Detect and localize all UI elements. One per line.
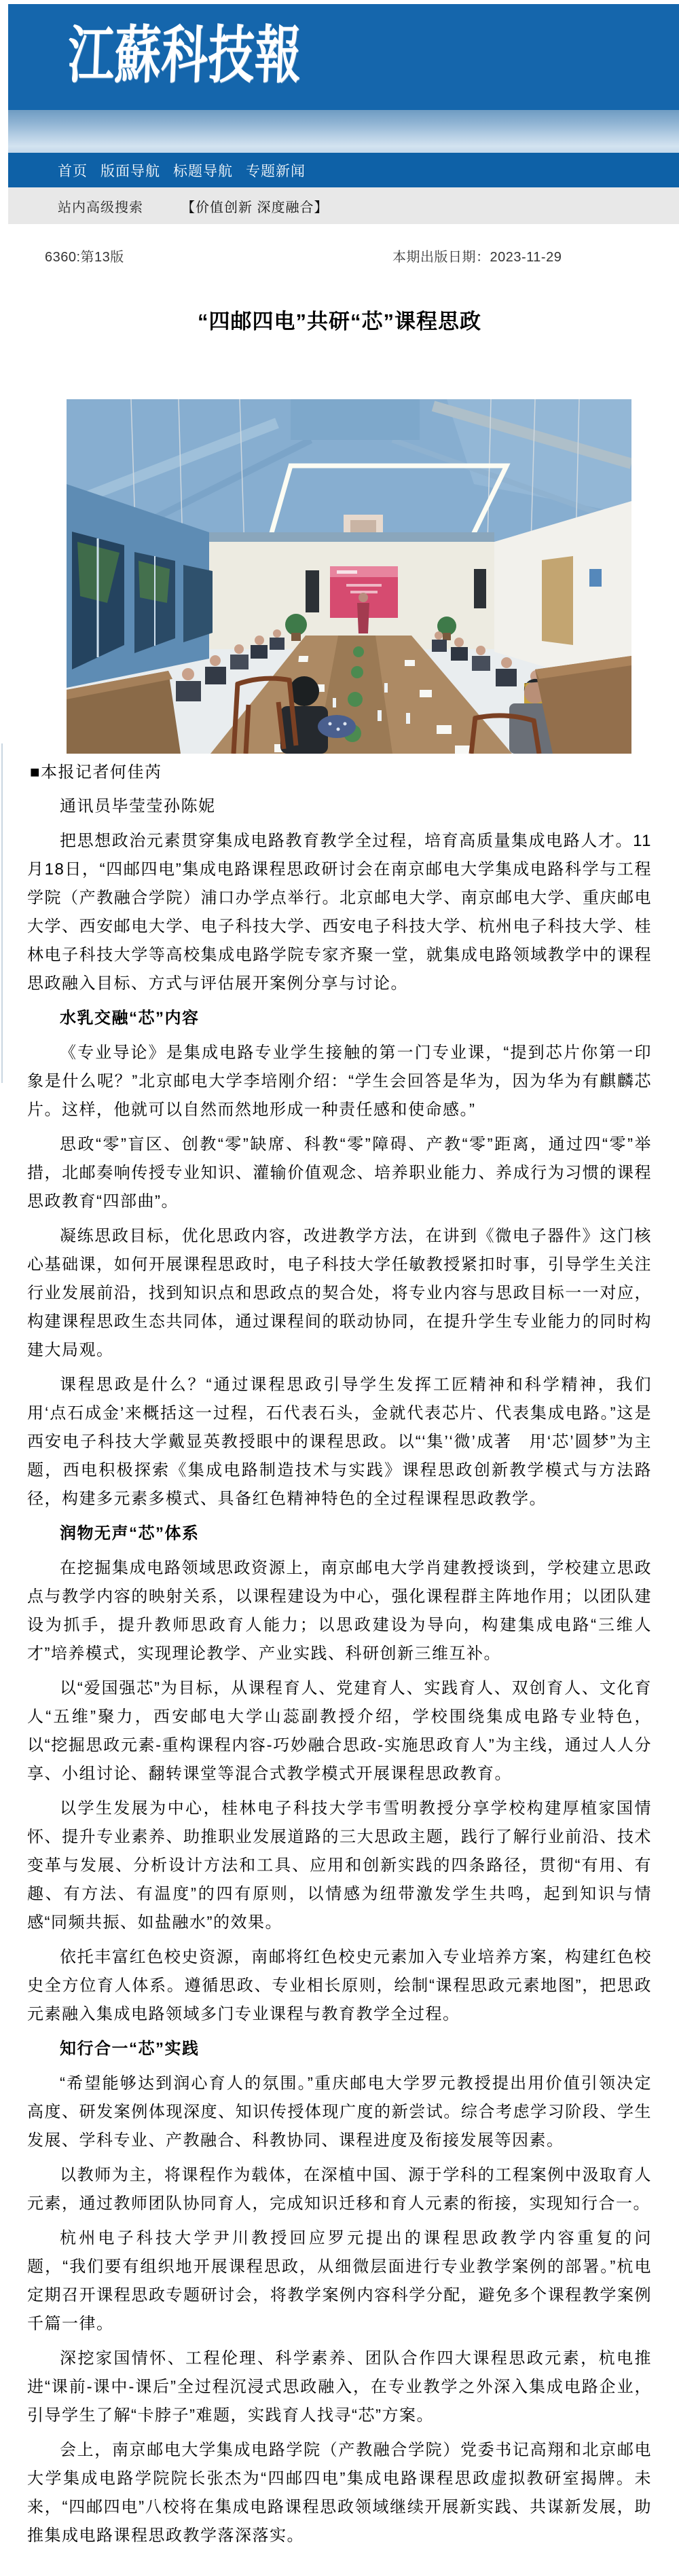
article-subhead-12: 知行合一“芯”实践 [60, 2040, 200, 2058]
publish-date [392, 246, 562, 265]
article-subhead-2: 水乳交融“芯”内容 [60, 1009, 200, 1027]
article-paragraph-13: “希望能够达到润心育人的氛围。”重庆邮电大学罗元教授提出用价值引领决定高度、研发案例体现深度、知识传授体现广度的新尝试。综合考虑学习阶段、学生发展、学科专业、产教融合、科教协同、课程进度及衔接发展等因素。 [27, 2074, 652, 2150]
issue-page-number[interactable]: 6360:第13版 [45, 250, 124, 265]
publish-date-label: 本期出版日期： [392, 250, 490, 265]
article-paragraph-1: 把思想政治元素贯穿集成电路教育教学全过程，培育高质量集成电路人才。11月18日，“四邮四电”集成电路课程思政研讨会在南京邮电大学集成电路科学与工程学院（产教融合学院）浦口办学点举行。北京邮电大学、南京邮电大学、重庆邮电大学、西安邮电大学、电子科技大学、西安电子科技大学、杭州电子科技大学、桂林电子科技大学等高校集成电路学院专家齐聚一堂，就集成电路领域教学中的课程思政融入目标、方式与评估展开案例分享与讨论。 [27, 832, 652, 993]
masthead-banner [8, 4, 679, 110]
photo-caption-reporter: ■本报记者何佳芮 [30, 763, 162, 781]
article-paragraph-15: 杭州电子科技大学尹川教授回应罗元提出的课程思政教学内容重复的问题，“我们要有组织地开展课程思政，从细微层面进行专业教学案例的部署。”杭电定期召开课程思政专题研讨会，将教学案例内容科学分配，避免多个课程教学案例千篇一律。 [27, 2229, 652, 2333]
newspaper-logo: 江蘇科技報 [67, 18, 304, 92]
article-title: “四邮四电”共研“芯”课程思政 [198, 310, 481, 333]
article-paragraph-11: 依托丰富红色校史资源，南邮将红色校史元素加入专业培养方案，构建红色校史全方位育人体系。遵循思政、专业相长原则，绘制“课程思政元素地图”，把思政元素融入集成电路领域多门专业课程与教育教学全过程。 [27, 1948, 652, 2023]
advanced-search-link[interactable]: 站内高级搜索 [58, 200, 143, 215]
nav-item-2[interactable]: 标题导航 [173, 163, 233, 179]
nav-item-1[interactable]: 版面导航 [100, 163, 160, 179]
meeting-room-photo-illustration [67, 399, 631, 754]
publish-date-value: 2023-11-29 [490, 250, 562, 265]
article-byline-0: 通讯员毕莹莹孙陈妮 [60, 797, 216, 815]
nav-item-3[interactable]: 专题新闻 [246, 163, 306, 179]
article-paragraph-8: 在挖掘集成电路领域思政资源上，南京邮电大学肖建教授谈到，学校建立思政点与教学内容的映射关系，以课程建设为中心，强化课程群主阵地作用；以团队建设为抓手，提升教师思政育人能力；以思政建设为导向，构建集成电路“三维人才”培养模式，实现理论教学、产业实践、科研创新三维互补。 [27, 1559, 652, 1663]
issue-info-row [0, 246, 679, 263]
header-gradient-strip [8, 110, 679, 153]
article-paragraph-16: 深挖家国情怀、工程伦理、科学素养、团队合作四大课程思政元素，杭电推进“课前-课中-课后”全过程沉浸式思政融入，在专业教学之外深入集成电路企业，引导学生了解“卡脖子”难题，实践育人找寻“芯”方案。 [27, 2349, 652, 2425]
article-paragraph-5: 凝练思政目标，优化思政内容，改进教学方法，在讲到《微电子器件》这门核心基础课，如何开展课程思政时，电子科技大学任敏教授紧扣时事，引导学生关注行业发展前沿，找到知识点和思政点的契合处，将专业内容与思政目标一一对应，构建课程思政生态共同体，通过课程间的联动协同，在提升学生专业能力的同时构建大局观。 [27, 1227, 652, 1359]
search-bar [8, 187, 679, 224]
article-paragraph-9: 以“爱国强芯”为目标，从课程育人、党建育人、实践育人、双创育人、文化育人“五维”聚力，西安邮电大学山蕊副教授介绍，学校围绕集成电路专业特色，以“挖掘思政元素-重构课程内容-巧妙融合思政-实施思政育人”为主线，通过人人分享、小组讨论、翻转课堂等混合式教学模式开展课程思政教育。 [27, 1679, 652, 1783]
article-paragraph-6: 课程思政是什么？“通过课程思政引导学生发挥工匠精神和科学精神，我们用‘点石成金’来概括这一过程，石代表石头，金就代表芯片、代表集成电路。”这是西安电子科技大学戴显英教授眼中的课程思政。以“‘集’‘微’成著 用‘芯’圆梦”为主题，西电积极探索《集成电路制造技术与实践》课程思政创新教学模式与方法路径，构建多元素多模式、具备红色精神特色的全过程课程思政教学。 [27, 1376, 652, 1508]
article-body [27, 792, 652, 2550]
site-slogan: 【价值创新 深度融合】 [181, 200, 329, 215]
article-paragraph-17: 会上，南京邮电大学集成电路学院（产教融合学院）党委书记高翔和北京邮电大学集成电路学院院长张杰为“四邮四电”集成电路课程思政虚拟教研室揭牌。未来，“四邮四电”八校将在集成电路课程思政领域继续开展新实践、共谋新发展，助推集成电路课程思政教学落深落实。 [27, 2441, 652, 2545]
article-paragraph-4: 思政“零”盲区、创教“零”缺席、科教“零”障碍、产教“零”距离，通过四“零”举措，北邮奏响传授专业知识、灌输价值观念、培养职业能力、养成行为习惯的课程思政教育“四部曲”。 [27, 1135, 652, 1211]
article-photo [67, 399, 631, 754]
left-rule [1, 743, 3, 1083]
article-subhead-7: 润物无声“芯”体系 [60, 1524, 200, 1543]
article-paragraph-14: 以教师为主，将课程作为载体，在深植中国、源于学科的工程案例中汲取育人元素，通过教师团队协同育人，完成知识迁移和育人元素的衔接，实现知行合一。 [27, 2166, 652, 2213]
article-paragraph-10: 以学生发展为中心，桂林电子科技大学韦雪明教授分享学校构建厚植家国情怀、提升专业素养、助推职业发展道路的三大思政主题，践行了解行业前沿、技术变革与发展、分析设计方法和工具、应用和创新实践的四条路径，贯彻“有用、有趣、有方法、有温度”的四有原则，以情感为纽带激发学生共鸣，起到知识与情感“同频共振、如盐融水”的效果。 [27, 1799, 652, 1932]
nav-item-0[interactable]: 首页 [58, 163, 88, 179]
article-paragraph-3: 《专业导论》是集成电路专业学生接触的第一门专业课，“提到芯片你第一印象是什么呢？”北京邮电大学李培刚介绍：“学生会回答是华为，因为华为有麒麟芯片。这样，他就可以自然而然地形成一种责任感和使命感。” [27, 1044, 652, 1119]
main-nav [8, 153, 679, 187]
